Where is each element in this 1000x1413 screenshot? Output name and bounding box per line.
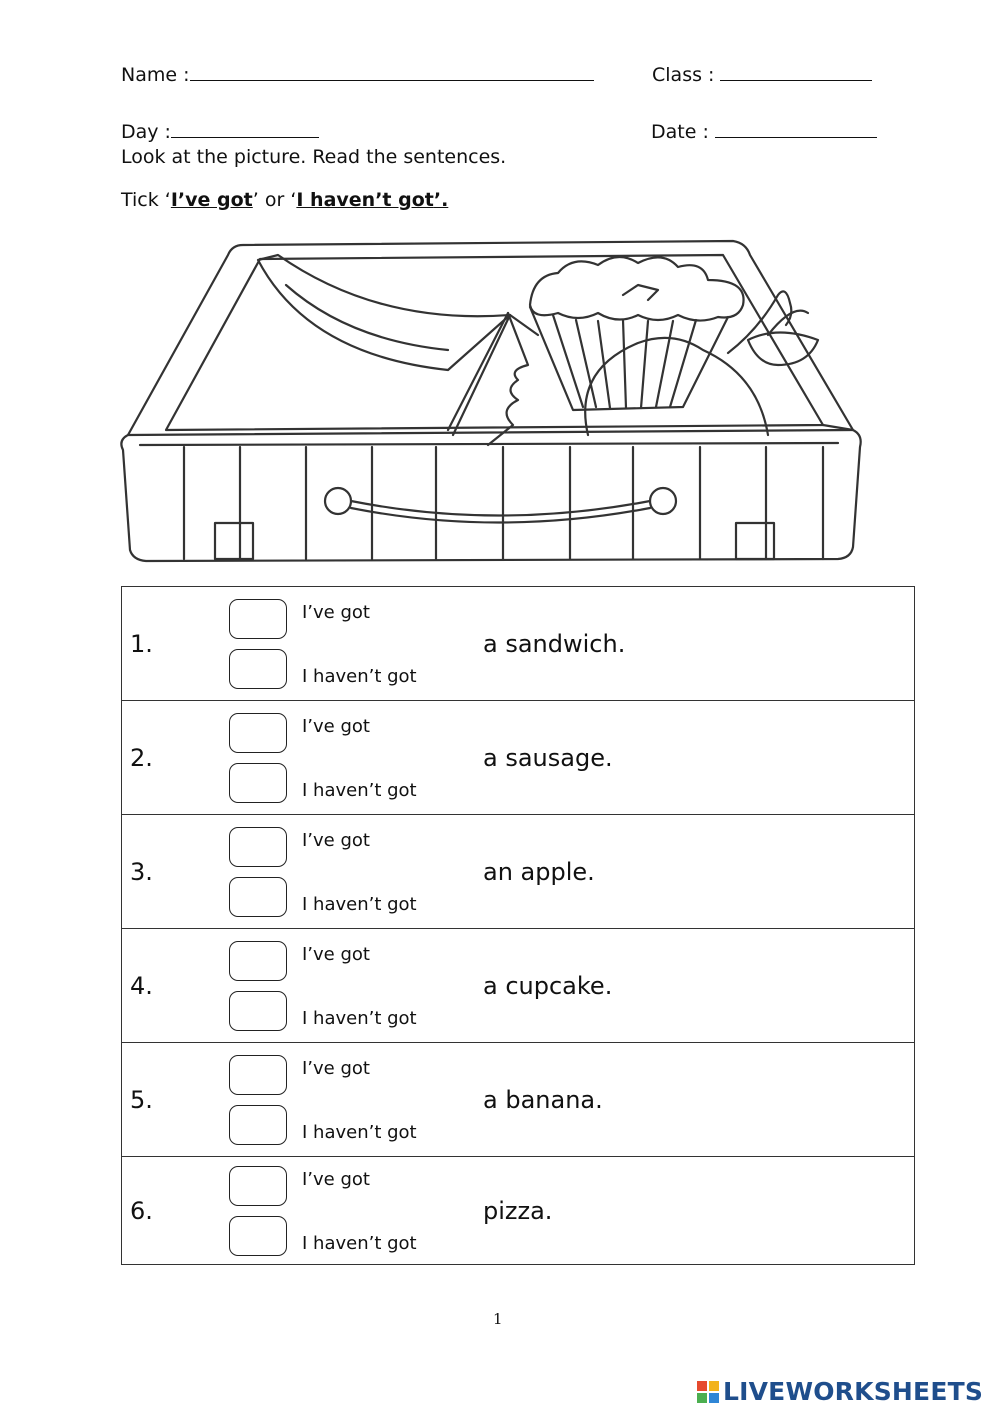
option-got [225, 822, 475, 872]
instruction-text: Look at the picture. Read the sentences. [121, 146, 507, 168]
row-number: 1. [122, 587, 226, 701]
brand-name: LIVEWORKSHEETS [723, 1377, 984, 1406]
option-b-label: I haven’t got [296, 189, 434, 211]
option-not-got [225, 758, 475, 808]
banana-drawing [258, 255, 538, 435]
option-not-got [225, 986, 475, 1036]
tick-prefix: Tick ‘ [121, 189, 171, 211]
lunchbox-body [121, 425, 860, 561]
name-blank[interactable] [190, 62, 594, 81]
row-number: 2. [122, 701, 226, 815]
options-cell [225, 815, 475, 929]
option-got-label: I’ve got [302, 944, 370, 965]
tick-box-got[interactable] [229, 827, 287, 867]
table-row [122, 701, 915, 815]
option-not-got [225, 872, 475, 922]
option-got [225, 936, 475, 986]
item-text: a cupcake. [475, 929, 915, 1043]
tick-box-not-got[interactable] [229, 1105, 287, 1145]
table-row [122, 1157, 915, 1265]
class-field [652, 62, 872, 86]
sandwich-drawing [448, 313, 528, 445]
table-row [122, 929, 915, 1043]
option-got [225, 1161, 475, 1211]
name-field [121, 62, 594, 86]
item-text: an apple. [475, 815, 915, 929]
tick-box-got[interactable] [229, 599, 287, 639]
table-row [122, 587, 915, 701]
tick-middle: ’ or ‘ [252, 189, 297, 211]
tick-instruction [121, 189, 448, 211]
liveworksheets-logo-icon [697, 1381, 719, 1403]
option-not-got-label: I haven’t got [302, 894, 417, 915]
date-blank[interactable] [715, 119, 877, 138]
tick-box-not-got[interactable] [229, 1216, 287, 1256]
table-row [122, 815, 915, 929]
date-label: Date : [651, 121, 709, 143]
day-label: Day : [121, 121, 171, 143]
day-blank[interactable] [171, 119, 319, 138]
option-got-label: I’ve got [302, 602, 370, 623]
tick-box-not-got[interactable] [229, 991, 287, 1031]
option-not-got [225, 1100, 475, 1150]
option-got-label: I’ve got [302, 1169, 370, 1190]
date-field [651, 119, 877, 143]
options-cell [225, 701, 475, 815]
option-got-label: I’ve got [302, 716, 370, 737]
option-not-got-label: I haven’t got [302, 780, 417, 801]
row-number: 5. [122, 1043, 226, 1157]
lunchbox-icon [118, 225, 868, 570]
class-label: Class : [652, 64, 715, 86]
item-text: a sandwich. [475, 587, 915, 701]
item-text: pizza. [475, 1157, 915, 1265]
option-got-label: I’ve got [302, 1058, 370, 1079]
option-not-got [225, 644, 475, 694]
option-not-got-label: I haven’t got [302, 666, 417, 687]
tick-box-got[interactable] [229, 941, 287, 981]
option-not-got [225, 1211, 475, 1261]
name-label: Name : [121, 64, 190, 86]
class-blank[interactable] [720, 62, 872, 81]
option-a-label: I’ve got [170, 189, 253, 211]
page-number: 1 [493, 1310, 503, 1328]
item-text: a sausage. [475, 701, 915, 815]
cupcake-drawing [530, 257, 744, 410]
tick-box-not-got[interactable] [229, 763, 287, 803]
option-got [225, 708, 475, 758]
options-cell [225, 1043, 475, 1157]
tick-suffix: ’. [433, 189, 449, 211]
option-got [225, 1050, 475, 1100]
option-not-got-label: I haven’t got [302, 1122, 417, 1143]
option-got [225, 594, 475, 644]
options-cell [225, 929, 475, 1043]
row-number: 4. [122, 929, 226, 1043]
row-number: 6. [122, 1157, 226, 1265]
option-not-got-label: I haven’t got [302, 1008, 417, 1029]
options-cell [225, 1157, 475, 1265]
table-row [122, 1043, 915, 1157]
tick-table [121, 586, 915, 1265]
day-field [121, 119, 319, 143]
tick-box-not-got[interactable] [229, 649, 287, 689]
row-number: 3. [122, 815, 226, 929]
option-not-got-label: I haven’t got [302, 1233, 417, 1254]
options-cell [225, 587, 475, 701]
tick-box-got[interactable] [229, 1166, 287, 1206]
tick-box-not-got[interactable] [229, 877, 287, 917]
item-text: a banana. [475, 1043, 915, 1157]
option-got-label: I’ve got [302, 830, 370, 851]
tick-box-got[interactable] [229, 1055, 287, 1095]
lunchbox-handle [325, 488, 676, 523]
liveworksheets-logo [697, 1377, 983, 1406]
tick-box-got[interactable] [229, 713, 287, 753]
